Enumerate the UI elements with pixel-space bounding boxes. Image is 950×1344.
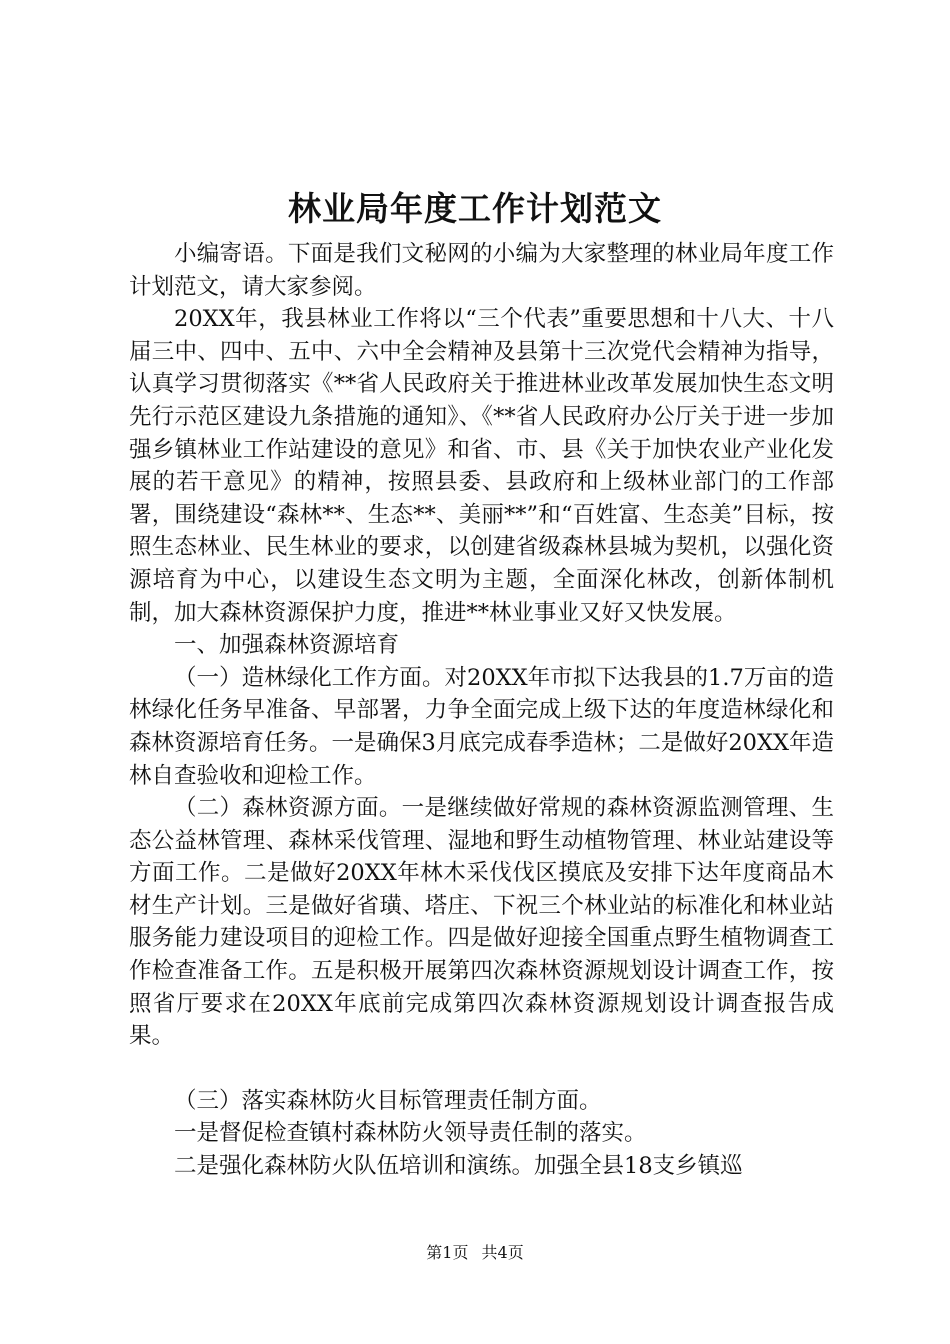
forest-resources-paragraph: （二）森林资源方面。一是继续做好常规的森林资源监测管理、生态公益林管理、森林采伐管理、湿地和野生动植物管理、林业站建设等方面工作。二是做好20XX年林木采伐伐区摸底及安排下达年度商品木材生产计划。三是做好省璜、塔庄、下祝三个林业站的标准化和林业站服务能力建设项目的迎检工作。四是做好迎接全国重点野生植物调查工作检查准备工作。五是积极开展第四次森林资源规划设计调查工作，按照省厅要求在20XX年底前完成第四次森林资源规划设计调查报告成果。 [129, 795, 834, 1050]
page-number: 第1页 [426, 1243, 469, 1262]
document-body [129, 238, 834, 1183]
document-title: 林业局年度工作计划范文 [288, 189, 662, 228]
fire-prevention-item-2: 二是强化森林防火队伍培训和演练。加强全县18支乡镇巡 [174, 1153, 743, 1180]
fire-prevention-item-1: 一是督促检查镇村森林防火领导责任制的落实。 [174, 1120, 647, 1147]
page-total: 共4页 [481, 1243, 524, 1262]
page-footer [0, 1242, 950, 1264]
afforestation-paragraph: （一）造林绿化工作方面。对20XX年市拟下达我县的1.7万亩的造林绿化任务早准备、早部署，力争全面完成上级下达的年度造林绿化和森林资源培育任务。一是确保3月底完成春季造林；二是做好20XX年造林自查验收和迎检工作。 [129, 664, 834, 789]
section-heading: 一、加强森林资源培育 [174, 632, 400, 659]
intro-paragraph: 小编寄语。下面是我们文秘网的小编为大家整理的林业局年度工作计划范文，请大家参阅。 [129, 241, 834, 300]
paragraph-spacer [129, 1053, 834, 1085]
fire-prevention-heading: （三）落实森林防火目标管理责任制方面。 [174, 1087, 602, 1114]
overview-paragraph: 20XX年，我县林业工作将以“三个代表”重要思想和十八大、十八届三中、四中、五中、六中全会精神及县第十三次党代会精神为指导，认真学习贯彻落实《**省人民政府关于推进林业改革发展加快生态文明先行示范区建设九条措施的通知》、《**省人民政府办公厅关于进一步加强乡镇林业工作站建设的意见》和省、市、县《关于加快农业产业化发展的若干意见》的精神，按照县委、县政府和上级林业部门的工作部署，围绕建设“森林**、生态**、美丽**”和“百姓富、生态美”目标，按照生态林业、民生林业的要求，以创建省级森林县城为契机，以强化资源培育为中心，以建设生态文明为主题，全面深化林改，创新体制机制，加大森林资源保护力度，推进**林业事业又好又快发展。 [129, 306, 834, 626]
